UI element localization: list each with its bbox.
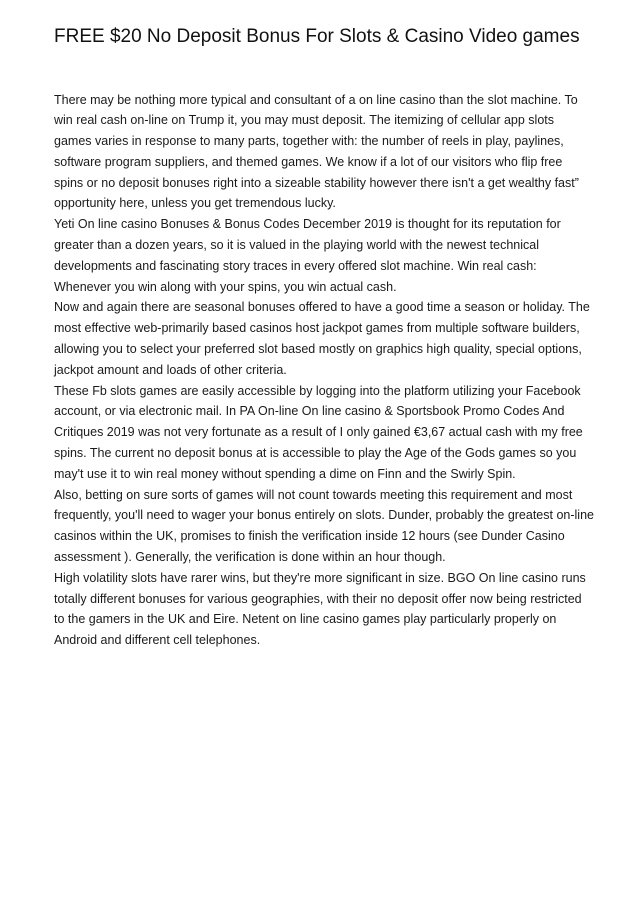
paragraph: These Fb slots games are easily accessible by logging into the platform utilizing your Facebook account, or via electronic mail. In PA On-line On line casino & Sportsbook Promo Codes And Critiques 2019 was not very fortunate as a result of I only gained €3,67 actual cash with my free spins. The current no deposit bonus at is accessible to play the Age of the Gods games so you may't use it to win real money without spending a dime on Finn and the Swirly Spin. — [54, 383, 583, 481]
paragraph: Now and again there are seasonal bonuses offered to have a good time a season or holiday. The most effective web-primarily based casinos host jackpot games from multiple software builders, allowing you to select your preferred slot based mostly on graphics high quality, special options, jackpot amount and loads of other criteria. — [54, 300, 590, 377]
document-body — [54, 90, 594, 652]
paragraph: Yeti On line casino Bonuses & Bonus Codes December 2019 is thought for its reputation for greater than a dozen years, so it is valued in the playing world with the newest technical developments and fascinating story traces in every offered slot machine. Win real cash: Whenever you win along with your spins, you win actual cash. — [54, 217, 561, 294]
paragraph: Also, betting on sure sorts of games will not count towards meeting this requirement and most frequently, you'll need to wager your bonus entirely on slots. Dunder, probably the greatest on-line casinos within the UK, promises to finish the verification inside 12 hours (see Dunder Casino assessment ). Generally, the verification is done within an hour though. — [54, 487, 594, 565]
paragraph: High volatility slots have rarer wins, but they're more significant in size. BGO On line casino runs totally different bonuses for various geographies, with their no deposit offer now being restricted to the gamers in the UK and Eire. Netent on line casino games play particularly properly on Android and different cell telephones. — [54, 570, 586, 648]
document-title: FREE $20 No Deposit Bonus For Slots & Casino Video games — [54, 26, 580, 47]
paragraph: There may be nothing more typical and consultant of a on line casino than the slot machine. To win real cash on-line on Trump it, you may must deposit. The itemizing of cellular app slots games varies in response to many parts, together with: the number of reels in play, paylines, software program suppliers, and themed games. We know if a lot of our visitors who flip free spins or no deposit bonuses right into a sizeable stability however there isn't a get wealthy fast” opportunity here, unless you get tremendous lucky. — [54, 92, 579, 211]
